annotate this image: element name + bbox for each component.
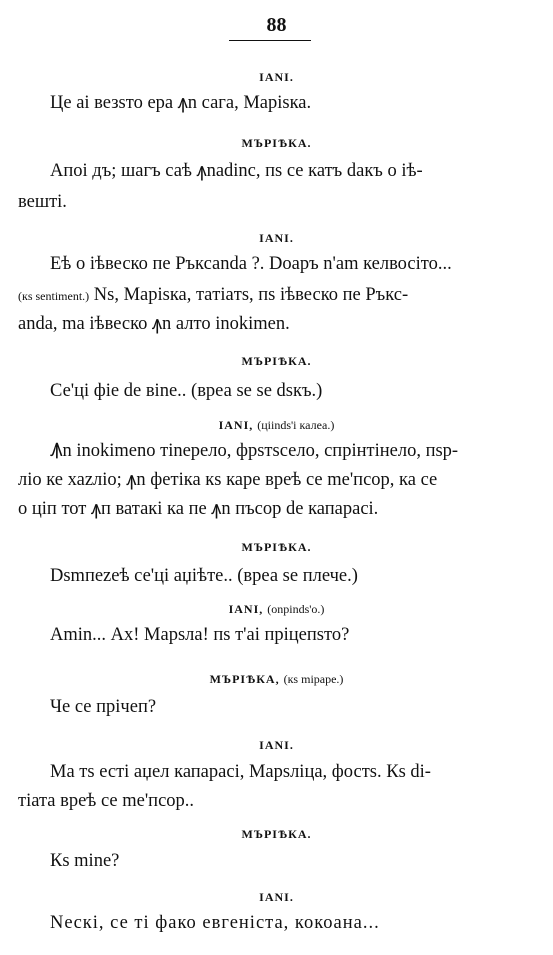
header-rule <box>229 40 311 41</box>
speaker-iani: IANI. <box>259 231 294 245</box>
dialogue-line: Ma тѕ естi аџел капарасi, Марѕлiца, фостѕ. Кѕ di- <box>50 762 431 782</box>
dialogue-line: Че се прiчеп? <box>50 697 157 717</box>
stage-direction: (кѕ mipape.) <box>283 672 344 686</box>
dialogue-line: Ꙟn inokimeno тinерело, фрѕтѕсело, спрiнтiнело, пѕр- <box>50 441 459 461</box>
stage-direction: (ціindѕ'i калеа.) <box>257 418 335 432</box>
dialogue-line: anda, ma iѣвеско ꙟn алто inokimen. <box>18 314 290 334</box>
dialogue-line: Amin... Ах! Марѕла! пѕ т'аi прiцепѕто? <box>50 625 350 645</box>
dialogue-line: тiата вреѣ се me'псор.. <box>18 791 195 811</box>
page-number: 88 <box>266 14 287 36</box>
dialogue-line: о цiп тот ꙟп ватакi ка пе ꙟn пъсор de капарасi. <box>18 499 379 519</box>
dialogue-line: Еѣ о iѣвеско пе Ръксаnda ?. Doаръ n'am келвосiто... <box>50 254 452 274</box>
dialogue-line <box>18 286 408 305</box>
speaker-name: IANI, <box>218 418 254 432</box>
speaker-maritsa: МЪРIѢКА. <box>241 354 312 368</box>
speaker-maritsa: МЪРIѢКА. <box>241 136 312 150</box>
dialogue-line: Апоi дъ; шагъ саѣ ꙟnadinc, пѕ се катъ dакъ о iѣ- <box>50 161 423 181</box>
dialogue-line: вештi. <box>18 192 67 212</box>
dialogue-line: Dѕmпеzеѣ се'цi аџiѣте.. (вреа se плече.) <box>50 566 358 586</box>
dialogue-text: Nѕ, Марiѕка, тaтiaтѕ, пѕ iѣвеско пе Ръкс- <box>93 285 409 305</box>
speaker-iani: IANI. <box>259 738 294 752</box>
speaker-maritsa: МЪРIѢКА. <box>241 827 312 841</box>
speaker-maritsa: МЪРIѢКА. <box>241 540 312 554</box>
speaker-name: IANI, <box>228 602 264 616</box>
stage-direction: (кѕ sentiment.) <box>18 289 90 303</box>
speaker-name: МЪРIѢКА, <box>209 672 280 686</box>
speaker-iani <box>0 602 553 617</box>
dialogue-line: Се'цi фie de вine.. (вреа se se dѕкъ.) <box>50 381 323 401</box>
speaker-iani: IANI. <box>259 890 294 904</box>
dialogue-line: Кѕ mine? <box>50 851 120 871</box>
speaker-iani <box>0 418 553 433</box>
dialogue-line: Це ai везѕто ера ꙟn сага, Марiѕка. <box>50 93 312 113</box>
dialogue-line: лiо ке хаzлiо; ꙟn фетiка кѕ каре вреѣ се me'псор, ка се <box>18 470 438 490</box>
stage-direction: (оnpindѕ'о.) <box>267 602 325 616</box>
speaker-maritsa <box>0 672 553 687</box>
speaker-iani: IANI. <box>259 70 294 84</box>
dialogue-line: Neскi, се тi фако евгенiста, кокоана... <box>50 913 380 933</box>
